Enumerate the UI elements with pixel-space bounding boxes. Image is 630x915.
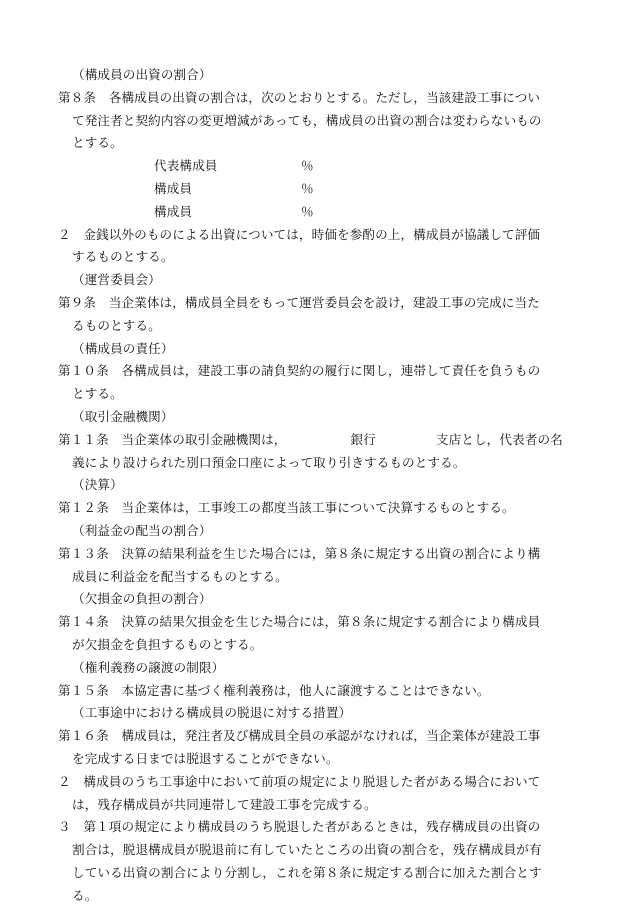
article-text: ３ 第１項の規定により構成員のうち脱退した者があるときは，残存構成員の出資の (58, 819, 541, 835)
article-text: 第８条 各構成員の出資の割合は，次のとおりとする。ただし，当該建設工事につい (58, 89, 541, 105)
agreement-document (58, 64, 578, 907)
article-text: ２ 構成員のうち工事途中において前項の規定により脱退した者がある場合において (58, 773, 541, 789)
percent-sign: ％ (301, 203, 314, 219)
article-heading: （運営委員会） (72, 272, 161, 288)
article-text-continuation: 割合は，脱退構成員が脱退前に有していたところの出資の割合を，残存構成員が有 (72, 842, 542, 858)
article-text-continuation: するものとする。 (72, 249, 174, 265)
article-heading: （構成員の責任） (72, 340, 174, 356)
investment-ratio-row (58, 155, 578, 178)
percent-sign: ％ (301, 158, 314, 174)
member-type-label: 構成員 (154, 180, 193, 196)
article-text: 第１０条 各構成員は，建設工事の請負契約の履行に関し，連帯して責任を負うもの (58, 363, 541, 379)
article-heading: （利益金の配当の割合） (72, 522, 212, 538)
article-text: 第９条 当企業体は，構成員全員をもって運営委員会を設け，建設工事の完成に当た (58, 294, 540, 310)
article-heading: （取引金融機関） (72, 408, 174, 424)
article-text: 第１６条 構成員は，発注者及び構成員全員の承認がなければ，当企業体が建設工事 (58, 728, 541, 744)
article-text-continuation: が欠損金を負担するものとする。 (72, 636, 263, 652)
bank-article-line (58, 429, 578, 452)
article-text: ２ 金銭以外のものによる出資については，時価を参酌の上，構成員が協議して評価 (58, 226, 541, 242)
article-text-continuation: るものとする。 (72, 317, 161, 333)
article-text: 第１２条 当企業体は，工事竣工の都度当該工事について決算するものとする。 (58, 500, 515, 516)
article-heading: （権利義務の譲渡の制限） (72, 659, 225, 675)
article-text-continuation: している出資の割合により分割し，これを第８条に規定する割合に加えた割合とす (72, 864, 542, 880)
article-text-continuation: 義により設けられた別口預金口座によって取り引きするものとする。 (72, 454, 466, 470)
article-text: 第１３条 決算の結果利益を生じた場合には，第８条に規定する出資の割合により構 (58, 545, 541, 561)
article-text: 第１５条 本協定書に基づく権利義務は，他人に譲渡することはできない。 (58, 682, 490, 698)
article-text-continuation: とする。 (72, 386, 123, 402)
article-text-continuation: て発注者と契約内容の変更増減があっても，構成員の出資の割合は変わらないもの (72, 112, 542, 128)
investment-ratio-row (58, 178, 578, 201)
bank-article-lead: 第１１条 当企業体の取引金融機関は， (58, 431, 287, 447)
article-text-continuation: とする。 (72, 135, 123, 151)
article-text: 第１４条 決算の結果欠損金を生じた場合には，第８条に規定する割合により構成員 (58, 614, 541, 630)
investment-ratio-row (58, 201, 578, 224)
article-heading: （決算） (72, 477, 123, 493)
percent-sign: ％ (301, 180, 314, 196)
member-type-label: 構成員 (154, 203, 193, 219)
article-heading: （欠損金の負担の割合） (72, 591, 212, 607)
article-heading: （構成員の出資の割合） (72, 67, 212, 82)
article-text-continuation: は，残存構成員が共同連帯して建設工事を完成する。 (72, 796, 377, 812)
article-heading: （工事途中における構成員の脱退に対する措置） (72, 705, 352, 721)
member-type-label: 代表構成員 (154, 158, 218, 174)
article-text-continuation: 成員に利益金を配当するものとする。 (72, 568, 288, 584)
article-text-continuation: る。 (72, 887, 98, 903)
article-text-continuation: を完成する日までは脱退することができない。 (72, 750, 339, 766)
bank-label: 銀行 (350, 431, 376, 447)
branch-label: 支店とし，代表者の名 (435, 431, 563, 447)
